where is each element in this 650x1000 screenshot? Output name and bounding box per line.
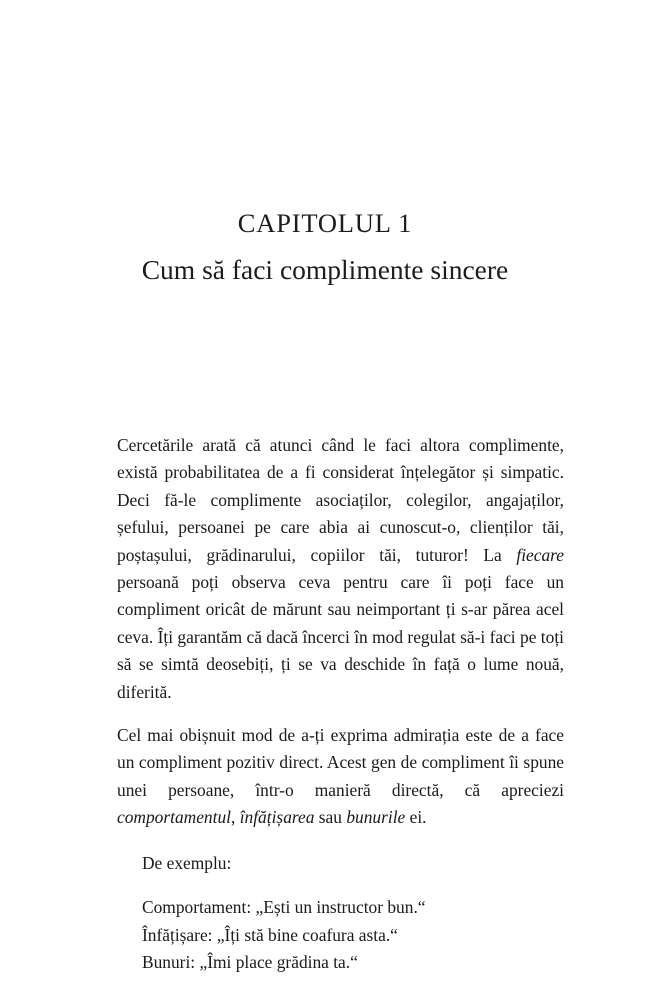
paragraph-2 bbox=[117, 722, 564, 832]
body-text-column bbox=[117, 432, 564, 976]
text-run: Cercetările arată că atunci când le faci altora complimente, există probabilitatea de a fi considerat înțelegător și simpatic. Deci fă-le complimente asociaților, colegilor, angajaților, șefului, persoanei pe care abia ai cunoscut-o, clienților tăi, poștașului, grădinarului, copiilor tăi, tuturor! La bbox=[117, 435, 564, 565]
text-run: , bbox=[231, 807, 240, 828]
emphasized-word: bunurile bbox=[346, 807, 406, 828]
text-run: sau bbox=[314, 807, 347, 828]
example-intro-line: De exemplu: bbox=[142, 852, 232, 873]
list-item: Înfățișare: „Îți stă bine coafura asta.“ bbox=[142, 924, 398, 945]
chapter-number: CAPITOLUL 1 bbox=[237, 208, 413, 238]
example-list bbox=[117, 894, 564, 976]
emphasized-word: fiecare bbox=[516, 544, 564, 565]
chapter-title: Cum să faci complimente sincere bbox=[141, 254, 509, 286]
list-item: Bunuri: „Îmi place grădina ta.“ bbox=[142, 951, 358, 972]
list-item: Comportament: „Ești un instructor bun.“ bbox=[142, 897, 426, 918]
emphasized-word: comportamentul bbox=[117, 807, 231, 828]
text-run: persoană poți observa ceva pentru care îi poți face un compliment oricât de mărunt sau neimportant ți s-ar părea acel ceva. Îți garantăm că dacă încerci în mod regulat să-i faci pe toți să se simtă deosebiți, ți se va deschide în față o lume nouă, diferită. bbox=[117, 572, 564, 702]
text-run: ei. bbox=[405, 807, 427, 828]
emphasized-word: înfățișarea bbox=[239, 807, 315, 828]
chapter-heading-block bbox=[0, 207, 650, 288]
paragraph-1 bbox=[117, 432, 564, 706]
text-run: Cel mai obișnuit mod de a-ți exprima admirația este de a face un compliment pozitiv direct. Acest gen de compliment îi spune unei persoane, într-o manieră directă, că apreciezi bbox=[117, 725, 564, 800]
